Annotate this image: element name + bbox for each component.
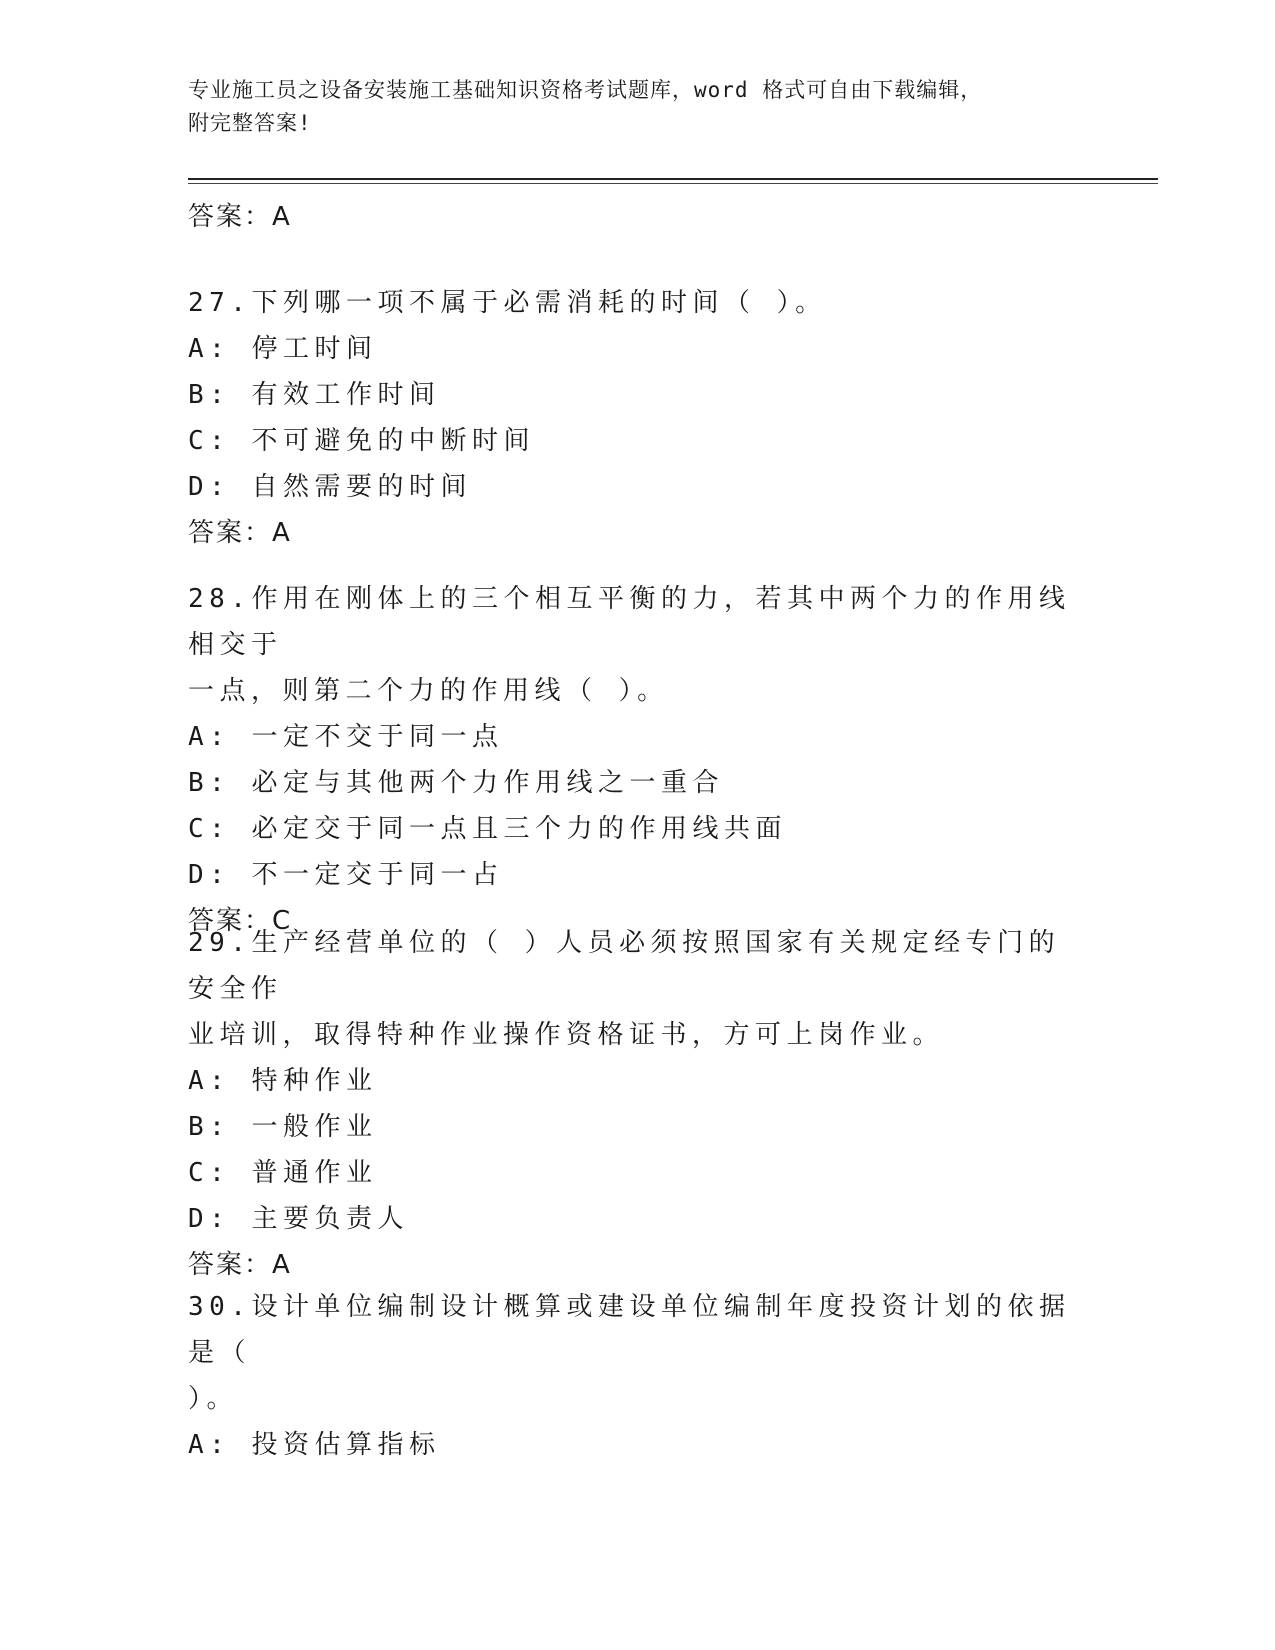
header-divider-thin xyxy=(188,183,1158,184)
question-27 xyxy=(188,280,1088,556)
question-stem-line-1: 29.生产经营单位的（ ）人员必须按照国家有关规定经专门的安全作 xyxy=(188,928,1061,1004)
question-29 xyxy=(188,920,1088,1288)
option-a: A: 一定不交于同一点 xyxy=(188,722,504,752)
header-line-2: 附完整答案! xyxy=(188,111,312,135)
question-stem-line-1: 30.设计单位编制设计概算或建设单位编制年度投资计划的依据是（ xyxy=(188,1292,1071,1368)
header-divider xyxy=(188,178,1158,180)
question-stem-line-1: 28.作用在刚体上的三个相互平衡的力，若其中两个力的作用线相交于 xyxy=(188,584,1071,660)
option-b: B: 有效工作时间 xyxy=(188,380,441,410)
answer: 答案：C xyxy=(188,906,293,936)
question-stem-line-2: ）。 xyxy=(188,1384,239,1414)
question-28 xyxy=(188,576,1088,944)
question-stem-line-2: 一点，则第二个力的作用线（ ）。 xyxy=(188,676,669,706)
option-c: C: 不可避免的中断时间 xyxy=(188,426,535,456)
answer: 答案：A xyxy=(188,1250,292,1280)
option-d: D: 主要负责人 xyxy=(188,1204,409,1234)
option-a: A: 特种作业 xyxy=(188,1066,378,1096)
option-b: B: 一般作业 xyxy=(188,1112,378,1142)
previous-question-answer: 答案：A xyxy=(188,202,292,232)
option-c: C: 普通作业 xyxy=(188,1158,378,1188)
option-a: A: 停工时间 xyxy=(188,334,378,364)
question-30 xyxy=(188,1284,1088,1468)
option-d: D: 不一定交于同一占 xyxy=(188,860,504,890)
question-stem-line-2: 业培训，取得特种作业操作资格证书，方可上岗作业。 xyxy=(188,1020,945,1050)
option-a: A: 投资估算指标 xyxy=(188,1430,441,1460)
option-c: C: 必定交于同一点且三个力的作用线共面 xyxy=(188,814,787,844)
question-stem: 27.下列哪一项不属于必需消耗的时间（ ）。 xyxy=(188,288,827,318)
option-b: B: 必定与其他两个力作用线之一重合 xyxy=(188,768,724,798)
document-header xyxy=(188,74,1068,140)
option-d: D: 自然需要的时间 xyxy=(188,472,472,502)
answer: 答案：A xyxy=(188,518,292,548)
header-line-1: 专业施工员之设备安装施工基础知识资格考试题库，word 格式可自由下载编辑， xyxy=(188,78,983,102)
